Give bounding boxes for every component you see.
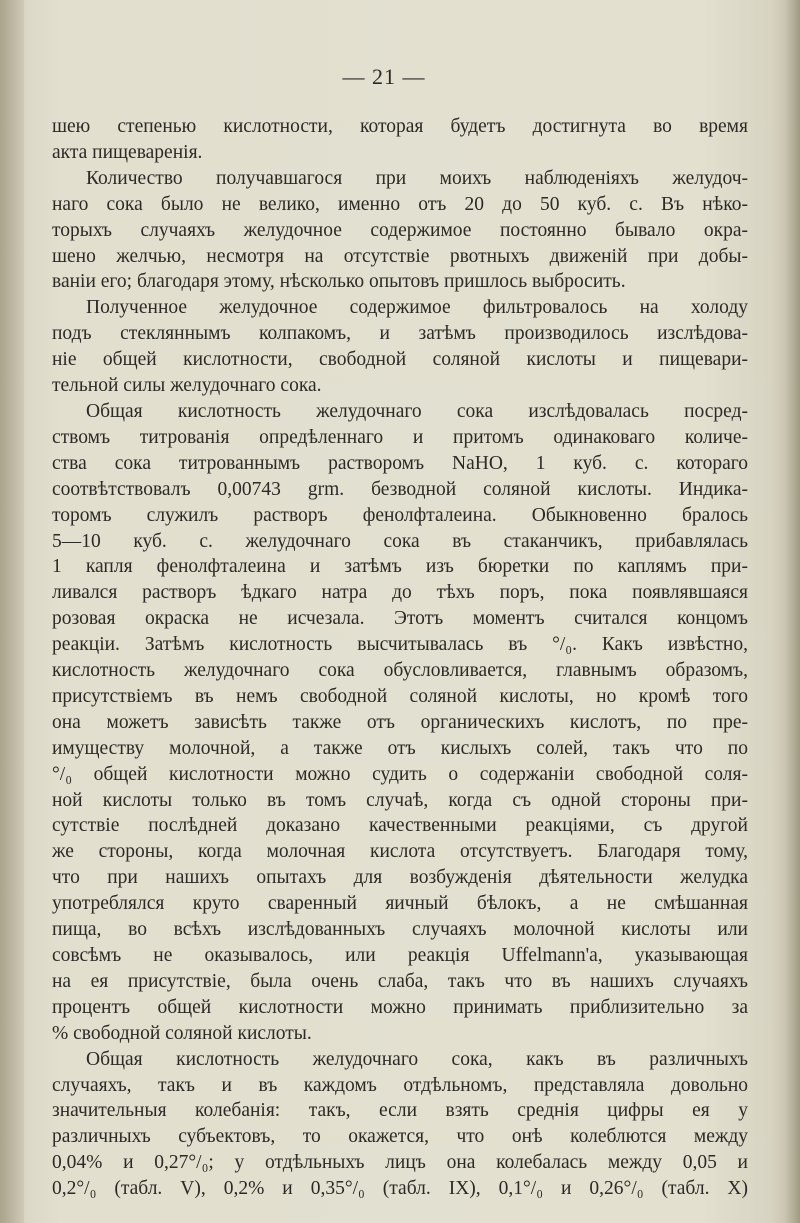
text-line: случаяхъ, такъ и въ каждомъ отдѣльномъ, представляла довольно <box>52 1074 748 1096</box>
text-line: торыхъ случаяхъ желудочное содержимое постоянно бывало окра- <box>52 219 748 241</box>
paragraph <box>52 399 748 1047</box>
text-line: процентъ общей кислотности можно принимать приблизительно за <box>52 996 748 1018</box>
text-line: ливался растворъ ѣдкаго натра до тѣхъ поръ, пока появлявшаяся <box>52 582 748 604</box>
text-line: шею степенью кислотности, которая будетъ достигнута во время <box>52 116 748 137</box>
text-line: ніе общей кислотности, свободной соляной кислоты и пищевари- <box>52 349 748 371</box>
paragraph <box>52 166 748 296</box>
text-line: торомъ служилъ растворъ фенолфталеина. Обыкновенно бралось <box>52 504 748 526</box>
text-line: значительныя колебанія: такъ, если взять среднія цифры ея у <box>52 1100 748 1122</box>
text-line: % свободной соляной кислоты. <box>52 1022 312 1044</box>
text-line: соотвѣтствовалъ 0,00743 grm. безводной соляной кислоты. Индика- <box>52 478 748 500</box>
text-line: 5—10 куб. с. желудочнаго сока въ стаканчикъ, прибавлялась <box>52 530 748 552</box>
text-line: присутствіемъ въ немъ свободной соляной кислоты, но кромѣ того <box>52 685 748 707</box>
text-line: реакціи. Затѣмъ кислотность высчитывалась въ °/₀. Какъ извѣстно, <box>52 634 748 656</box>
text-line: совсѣмъ не оказывалось, или реакція Uffelmann'а, указывающая <box>52 945 748 966</box>
paragraph <box>52 114 748 166</box>
paragraph <box>52 295 748 399</box>
paragraph <box>52 1047 748 1202</box>
text-line: Общая кислотность желудочнаго сока, какъ въ различныхъ <box>86 1048 748 1070</box>
text-line: ствомъ титрованія опредѣленнаго и притомъ одинаковаго количе- <box>52 426 748 448</box>
text-line: она можетъ зависѣть также отъ органическихъ кислотъ, по пре- <box>52 711 748 733</box>
text-line: имуществу молочной, а также отъ кислыхъ солей, такъ что по <box>52 737 748 759</box>
text-line: Общая кислотность желудочнаго сока изслѣдовалась посред- <box>86 400 748 422</box>
text-line: ной кислоты только въ томъ случаѣ, когда съ одной стороны при- <box>52 789 748 811</box>
text-line: употреблялся круто сваренный яичный бѣлокъ, а не смѣшанная <box>52 893 748 915</box>
text-line: Полученное желудочное содержимое фильтровалось на холоду <box>86 297 748 319</box>
text-line: розовая окраска не исчезала. Этотъ моментъ считался концомъ <box>52 608 748 630</box>
text-line: 1 капля фенолфталеина и затѣмъ изъ бюретки по каплямъ при- <box>52 556 748 578</box>
text-line: пища, во всѣхъ изслѣдованныхъ случаяхъ молочной кислоты или <box>52 919 748 941</box>
text-line: подъ стекляннымъ колпакомъ, и затѣмъ производилось изслѣдова- <box>52 323 748 345</box>
text-line: шено желчью, несмотря на отсутствіе рвотныхъ движеній при добы- <box>52 245 748 267</box>
text-line: тельной силы желудочнаго сока. <box>52 375 322 397</box>
text-line: °/₀ общей кислотности можно судить о содержаніи свободной соля- <box>52 763 748 785</box>
body-text <box>52 114 748 1202</box>
text-line: акта пищеваренія. <box>52 141 203 163</box>
text-line: Количество получавшагося при моихъ наблюденіяхъ желудоч- <box>86 167 748 189</box>
page-binding-edge <box>0 0 24 1223</box>
text-line: на ея присутствіе, была очень слаба, такъ что въ нашихъ случаяхъ <box>52 970 748 992</box>
text-line: ваніи его; благодаря этому, нѣсколько опытовъ пришлось выбросить. <box>52 271 626 293</box>
text-line: ства сока титрованнымъ растворомъ NaHO, 1 куб. с. котораго <box>52 452 748 474</box>
text-line: различныхъ субъектовъ, то окажется, что онѣ колеблются между <box>52 1126 748 1148</box>
text-line: наго сока было не велико, именно отъ 20 до 50 куб. с. Въ нѣко- <box>52 193 748 215</box>
text-line: кислотность желудочнаго сока обусловливается, главнымъ образомъ, <box>52 660 748 682</box>
text-line: 0,2°/₀ (табл. V), 0,2% и 0,35°/₀ (табл. IX), 0,1°/₀ и 0,26°/₀ (табл. X) <box>52 1178 748 1200</box>
text-line: же стороны, когда молочная кислота отсутствуетъ. Благодаря тому, <box>52 841 748 863</box>
page-outer-edge <box>784 0 800 1223</box>
text-line: 0,04% и 0,27°/₀; у отдѣльныхъ лицъ она колебалась между 0,05 и <box>52 1152 748 1174</box>
text-line: что при нашихъ опытахъ для возбужденія дѣятельности желудка <box>52 867 748 889</box>
text-line: сутствіе послѣдней доказано качественными реакціями, съ другой <box>52 815 748 837</box>
page-number: — 21 — <box>342 64 426 89</box>
